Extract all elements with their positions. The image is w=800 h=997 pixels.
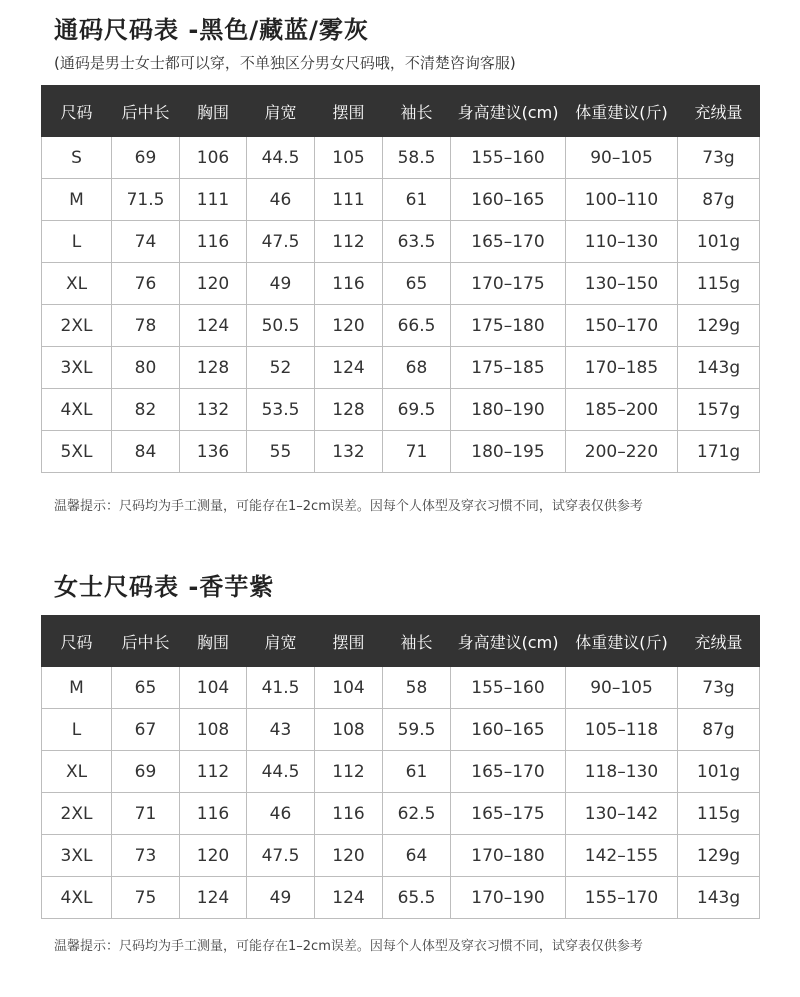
table-cell: 155–170: [566, 877, 678, 919]
table-cell: 82: [112, 389, 180, 431]
table-cell: 75: [112, 877, 180, 919]
table-cell: 2XL: [42, 305, 112, 347]
column-header: 充绒量: [678, 615, 760, 667]
table-cell: XL: [42, 263, 112, 305]
table-cell: 111: [315, 179, 383, 221]
table-row: [42, 835, 760, 877]
table-cell: 175–180: [451, 305, 566, 347]
table-cell: 90–105: [566, 137, 678, 179]
table-cell: 157g: [678, 389, 760, 431]
table-cell: 136: [180, 431, 247, 473]
unisex-size-table: [41, 85, 760, 473]
table-cell: 124: [315, 877, 383, 919]
table-cell: 74: [112, 221, 180, 263]
women-size-table: [41, 615, 760, 919]
table-cell: 105: [315, 137, 383, 179]
table-cell: 120: [180, 263, 247, 305]
column-header: 胸围: [180, 85, 247, 137]
table-cell: 108: [315, 709, 383, 751]
table-cell: 116: [315, 263, 383, 305]
table-cell: 49: [247, 263, 315, 305]
column-header: 尺码: [42, 615, 112, 667]
table-cell: 129g: [678, 305, 760, 347]
table-cell: 160–165: [451, 709, 566, 751]
table-cell: 71: [383, 431, 451, 473]
table-cell: 105–118: [566, 709, 678, 751]
table-cell: 143g: [678, 877, 760, 919]
table-cell: 116: [180, 221, 247, 263]
column-header: 身高建议(cm): [451, 85, 566, 137]
table-cell: 68: [383, 347, 451, 389]
table-row: [42, 877, 760, 919]
table-cell: 101g: [678, 221, 760, 263]
table-cell: 143g: [678, 347, 760, 389]
table-cell: 69: [112, 751, 180, 793]
table-cell: 71: [112, 793, 180, 835]
table-cell: 78: [112, 305, 180, 347]
women-size-note: 温馨提示：尺码均为手工测量，可能存在1–2cm误差。因每个人体型及穿衣习惯不同，试穿表仅供参考: [54, 939, 643, 954]
column-header: 体重建议(斤): [566, 615, 678, 667]
table-row: [42, 347, 760, 389]
table-cell: 3XL: [42, 347, 112, 389]
table-cell: 87g: [678, 179, 760, 221]
table-cell: 50.5: [247, 305, 315, 347]
table-cell: 185–200: [566, 389, 678, 431]
table-cell: 170–180: [451, 835, 566, 877]
table-row: [42, 305, 760, 347]
table-cell: 160–165: [451, 179, 566, 221]
table-cell: 180–190: [451, 389, 566, 431]
table-cell: 64: [383, 835, 451, 877]
table-cell: 200–220: [566, 431, 678, 473]
table-cell: 47.5: [247, 835, 315, 877]
table-cell: 104: [180, 667, 247, 709]
table-cell: 115g: [678, 793, 760, 835]
unisex-size-chart-subtitle: (通码是男士女士都可以穿，不单独区分男女尺码哦，不清楚咨询客服): [54, 54, 516, 72]
table-cell: 5XL: [42, 431, 112, 473]
column-header: 摆围: [315, 85, 383, 137]
table-cell: L: [42, 709, 112, 751]
table-cell: 43: [247, 709, 315, 751]
column-header: 胸围: [180, 615, 247, 667]
column-header: 身高建议(cm): [451, 615, 566, 667]
unisex-size-chart-title: 通码尺码表 -黑色/藏蓝/雾灰: [54, 16, 369, 44]
table-cell: M: [42, 179, 112, 221]
table-cell: 65: [383, 263, 451, 305]
table-cell: 124: [180, 877, 247, 919]
column-header: 后中长: [112, 85, 180, 137]
table-cell: 132: [315, 431, 383, 473]
table-row: [42, 389, 760, 431]
table-cell: 58: [383, 667, 451, 709]
table-cell: 175–185: [451, 347, 566, 389]
table-cell: 53.5: [247, 389, 315, 431]
column-header: 后中长: [112, 615, 180, 667]
table-cell: 115g: [678, 263, 760, 305]
table-header-row: [42, 85, 760, 137]
table-cell: 128: [315, 389, 383, 431]
table-cell: 73g: [678, 137, 760, 179]
column-header: 袖长: [383, 85, 451, 137]
table-cell: 111: [180, 179, 247, 221]
table-cell: 69: [112, 137, 180, 179]
table-cell: 108: [180, 709, 247, 751]
table-cell: 112: [315, 751, 383, 793]
table-cell: 124: [180, 305, 247, 347]
table-cell: 61: [383, 751, 451, 793]
table-cell: 73: [112, 835, 180, 877]
table-cell: 130–142: [566, 793, 678, 835]
table-cell: 55: [247, 431, 315, 473]
table-cell: 110–130: [566, 221, 678, 263]
table-row: [42, 431, 760, 473]
table-cell: 73g: [678, 667, 760, 709]
table-cell: M: [42, 667, 112, 709]
table-header-row: [42, 615, 760, 667]
table-cell: 87g: [678, 709, 760, 751]
table-cell: 116: [180, 793, 247, 835]
table-cell: 46: [247, 793, 315, 835]
table-cell: 132: [180, 389, 247, 431]
table-cell: 101g: [678, 751, 760, 793]
table-cell: 112: [180, 751, 247, 793]
table-row: [42, 709, 760, 751]
table-cell: 49: [247, 877, 315, 919]
table-cell: 2XL: [42, 793, 112, 835]
women-size-chart-title: 女士尺码表 -香芋紫: [54, 573, 275, 601]
table-cell: 120: [315, 835, 383, 877]
table-cell: 80: [112, 347, 180, 389]
table-cell: 180–195: [451, 431, 566, 473]
table-cell: 41.5: [247, 667, 315, 709]
table-cell: 4XL: [42, 389, 112, 431]
column-header: 充绒量: [678, 85, 760, 137]
table-cell: 170–175: [451, 263, 566, 305]
table-cell: 62.5: [383, 793, 451, 835]
table-cell: 100–110: [566, 179, 678, 221]
table-cell: 52: [247, 347, 315, 389]
table-cell: 150–170: [566, 305, 678, 347]
table-cell: 165–170: [451, 221, 566, 263]
table-cell: 106: [180, 137, 247, 179]
table-cell: 118–130: [566, 751, 678, 793]
table-cell: 61: [383, 179, 451, 221]
table-cell: 165–170: [451, 751, 566, 793]
table-cell: 130–150: [566, 263, 678, 305]
column-header: 肩宽: [247, 85, 315, 137]
table-cell: 90–105: [566, 667, 678, 709]
table-cell: 165–175: [451, 793, 566, 835]
column-header: 摆围: [315, 615, 383, 667]
table-cell: 47.5: [247, 221, 315, 263]
table-cell: 120: [180, 835, 247, 877]
column-header: 体重建议(斤): [566, 85, 678, 137]
table-cell: 104: [315, 667, 383, 709]
table-cell: 155–160: [451, 137, 566, 179]
table-cell: 69.5: [383, 389, 451, 431]
table-cell: 71.5: [112, 179, 180, 221]
table-row: [42, 751, 760, 793]
table-row: [42, 137, 760, 179]
table-row: [42, 793, 760, 835]
table-cell: 142–155: [566, 835, 678, 877]
table-cell: 59.5: [383, 709, 451, 751]
table-cell: 58.5: [383, 137, 451, 179]
table-row: [42, 667, 760, 709]
column-header: 尺码: [42, 85, 112, 137]
table-cell: 65.5: [383, 877, 451, 919]
table-cell: 171g: [678, 431, 760, 473]
table-cell: 170–190: [451, 877, 566, 919]
table-cell: 65: [112, 667, 180, 709]
table-cell: 128: [180, 347, 247, 389]
table-cell: 112: [315, 221, 383, 263]
table-cell: 129g: [678, 835, 760, 877]
table-cell: 44.5: [247, 137, 315, 179]
table-cell: 44.5: [247, 751, 315, 793]
table-cell: S: [42, 137, 112, 179]
unisex-size-note: 温馨提示：尺码均为手工测量，可能存在1–2cm误差。因每个人体型及穿衣习惯不同，试穿表仅供参考: [54, 499, 643, 514]
table-cell: 76: [112, 263, 180, 305]
column-header: 肩宽: [247, 615, 315, 667]
table-cell: 116: [315, 793, 383, 835]
table-row: [42, 221, 760, 263]
table-cell: 67: [112, 709, 180, 751]
table-cell: 63.5: [383, 221, 451, 263]
table-cell: L: [42, 221, 112, 263]
table-cell: 66.5: [383, 305, 451, 347]
table-cell: 170–185: [566, 347, 678, 389]
table-cell: 46: [247, 179, 315, 221]
table-cell: 120: [315, 305, 383, 347]
table-cell: 124: [315, 347, 383, 389]
table-cell: 4XL: [42, 877, 112, 919]
table-cell: 155–160: [451, 667, 566, 709]
table-cell: 3XL: [42, 835, 112, 877]
table-row: [42, 179, 760, 221]
column-header: 袖长: [383, 615, 451, 667]
table-row: [42, 263, 760, 305]
table-cell: 84: [112, 431, 180, 473]
table-cell: XL: [42, 751, 112, 793]
